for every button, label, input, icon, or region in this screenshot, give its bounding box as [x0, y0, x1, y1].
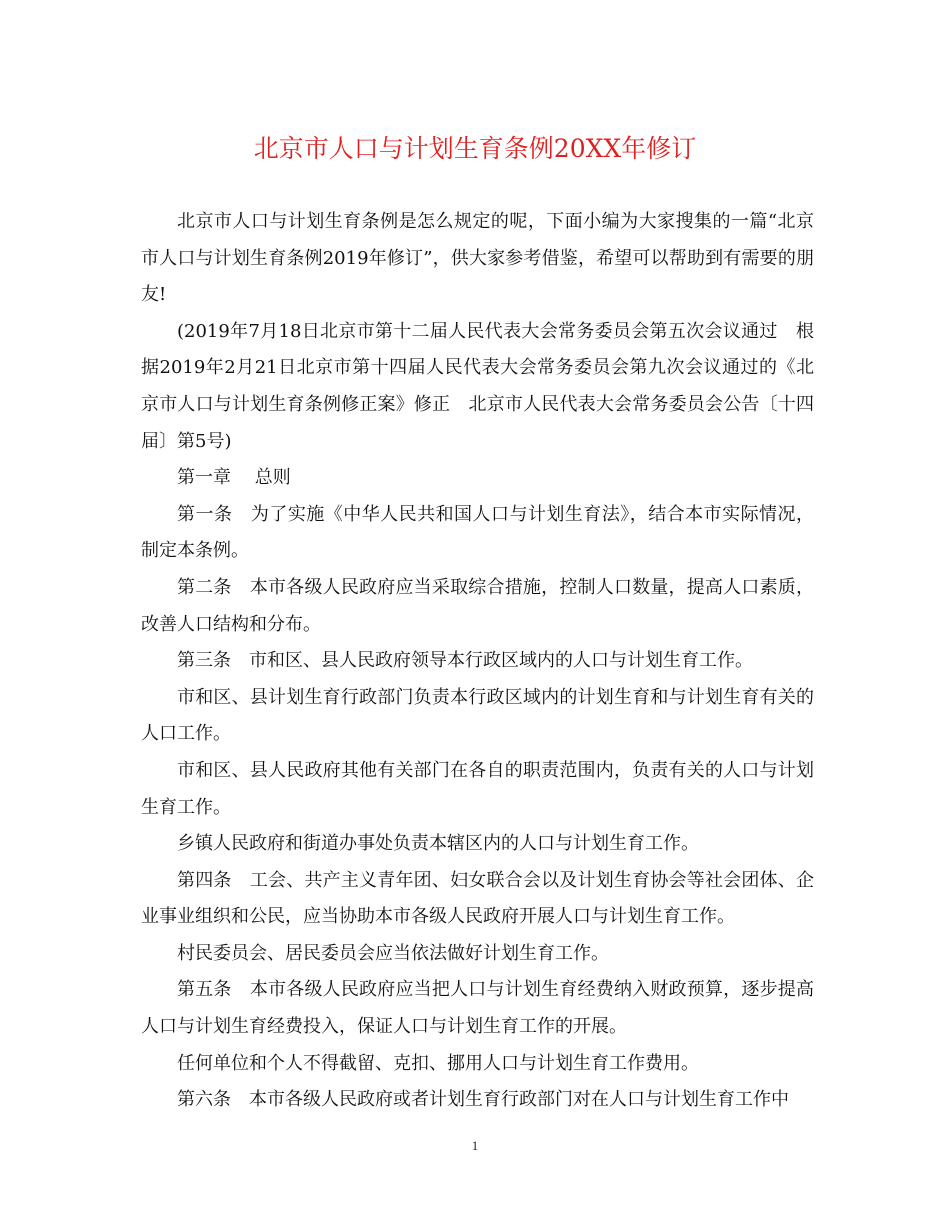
- article-3-paragraph: 第三条 市和区、县人民政府领导本行政区域内的人口与计划生育工作。: [177, 650, 753, 672]
- page-number: 1: [471, 1138, 479, 1153]
- article-6-paragraph: 第六条 本市各级人民政府或者计划生育行政部门对在人口与计划生育工作中: [177, 1089, 789, 1111]
- intro-paragraph: 北京市人口与计划生育条例是怎么规定的呢，下面小编为大家搜集的一篇“北京市人口与计划生育条例2019年修订”，供大家参考借鉴，希望可以帮助到有需要的朋友!: [141, 211, 814, 306]
- article-4-paragraph: 第四条 工会、共产主义青年团、妇女联合会以及计划生育协会等社会团体、企业事业组织和公民，应当协助本市各级人民政府开展人口与计划生育工作。: [141, 869, 814, 928]
- document-title: 北京市人口与计划生育条例20XX年修订: [253, 134, 697, 163]
- article-3-clause-3-paragraph: 市和区、县人民政府其他有关部门在各自的职责范围内，负责有关的人口与计划生育工作。: [141, 759, 814, 818]
- article-3-clause-2-paragraph: 市和区、县计划生育行政部门负责本行政区域内的计划生育和与计划生育有关的人口工作。: [141, 686, 814, 745]
- document-body: [141, 204, 814, 1119]
- article-5-clause-2-paragraph: 任何单位和个人不得截留、克扣、挪用人口与计划生育工作费用。: [177, 1052, 699, 1074]
- adoption-note-paragraph: (2019年7月18日北京市第十二届人民代表大会常务委员会第五次会议通过 根据2019年2月21日北京市第十四届人民代表大会常务委员会第九次会议通过的《北京市人口与计划生育条例修正案》修正 北京市人民代表大会常务委员会公告〔十四届〕第5号): [141, 320, 814, 452]
- article-3-clause-4-paragraph: 乡镇人民政府和街道办事处负责本辖区内的人口与计划生育工作。: [177, 833, 699, 855]
- chapter-heading: 第一章 总则: [177, 467, 291, 489]
- article-4-clause-2-paragraph: 村民委员会、居民委员会应当依法做好计划生育工作。: [177, 942, 609, 964]
- article-2-paragraph: 第二条 本市各级人民政府应当采取综合措施，控制人口数量，提高人口素质，改善人口结构和分布。: [141, 576, 814, 635]
- article-1-paragraph: 第一条 为了实施《中华人民共和国人口与计划生育法》，结合本市实际情况，制定本条例。: [141, 503, 814, 562]
- article-5-paragraph: 第五条 本市各级人民政府应当把人口与计划生育经费纳入财政预算，逐步提高人口与计划生育经费投入，保证人口与计划生育工作的开展。: [141, 979, 814, 1038]
